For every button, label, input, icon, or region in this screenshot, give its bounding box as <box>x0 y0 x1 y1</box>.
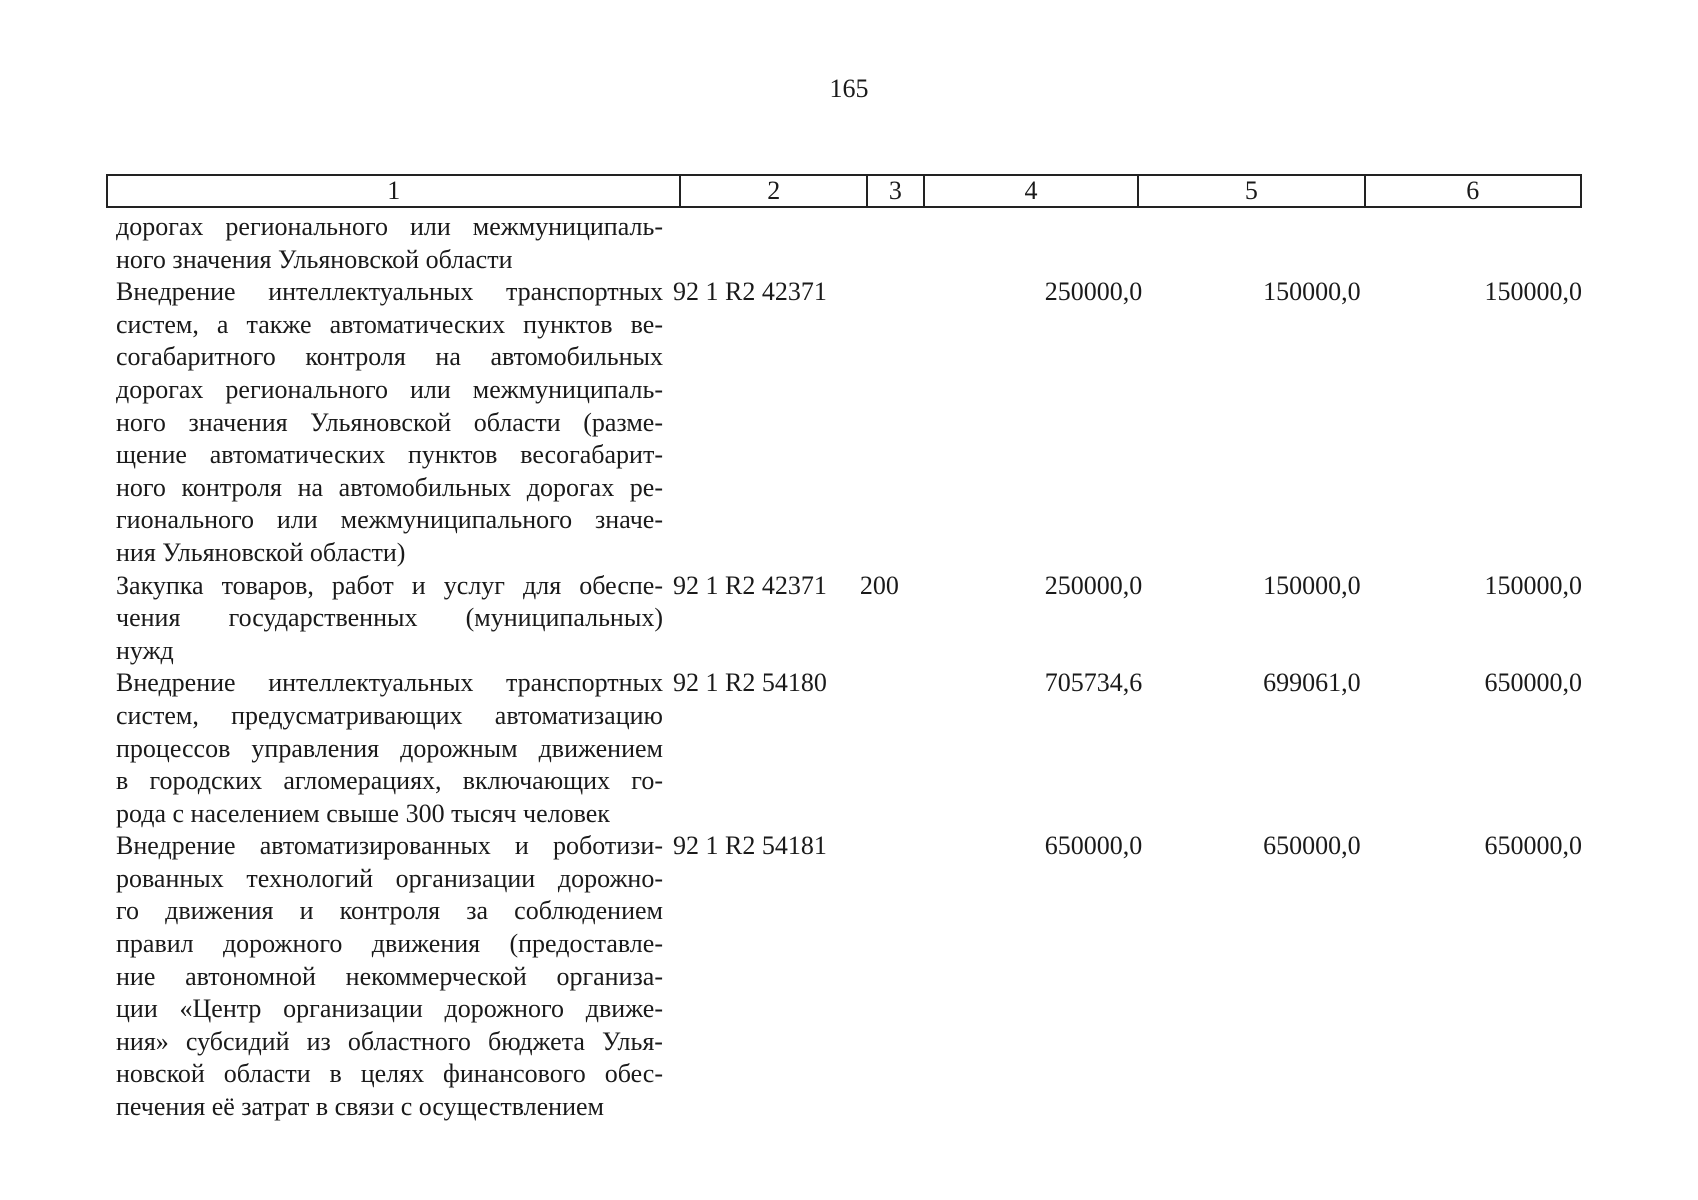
description-line: гионального или межмуниципального значе- <box>116 505 663 535</box>
row-value-col4: 705734,6 <box>1044 668 1143 698</box>
description-line: Внедрение интеллектуальных транспортных <box>116 277 663 307</box>
description-line: го движения и контроля за соблюдением <box>116 896 663 926</box>
description-line: печения её затрат в связи с осуществлением <box>116 1092 604 1122</box>
description-line: систем, а также автоматических пунктов ве- <box>116 309 663 339</box>
page-number: 165 <box>829 74 869 103</box>
description-line: процессов управления дорожным движением <box>116 733 663 763</box>
row-description <box>116 276 663 569</box>
table-row <box>116 211 1582 276</box>
description-line: правил дорожного движения (предоставле- <box>116 929 663 959</box>
table-row <box>116 667 1582 830</box>
description-line: Внедрение интеллектуальных транспортных <box>116 668 663 698</box>
table-row <box>116 276 1582 569</box>
description-line: согабаритного контроля на автомобильных <box>116 342 663 372</box>
description-line: нужд <box>116 635 174 665</box>
row-description <box>116 570 663 668</box>
description-line: Закупка товаров, работ и услуг для обеспе- <box>116 570 663 600</box>
description-line: дорогах регионального или межмуниципаль- <box>116 374 663 404</box>
row-value-col6: 150000,0 <box>1484 277 1582 307</box>
description-line: ния Ульяновской области) <box>116 537 406 567</box>
table-row <box>116 570 1582 668</box>
description-line: ние автономной некоммерческой организа- <box>116 961 663 991</box>
row-description <box>116 667 663 830</box>
description-line: рованных технологий организации дорожно- <box>116 863 663 893</box>
row-value-col4: 650000,0 <box>1044 831 1143 861</box>
description-line: дорогах регионального или межмуниципаль- <box>116 212 663 241</box>
description-line: ного значения Ульяновской области (разме- <box>116 407 663 437</box>
row-value-col5: 150000,0 <box>1263 277 1361 307</box>
row-value-col5: 699061,0 <box>1263 668 1361 698</box>
row-code: 92 1 R2 54181 <box>672 831 827 861</box>
row-value-col6: 650000,0 <box>1484 668 1582 698</box>
row-code: 92 1 R2 42371 <box>672 277 827 307</box>
header-col-6: 6 <box>1466 176 1480 205</box>
header-col-4: 4 <box>925 176 1139 206</box>
row-value-col5: 650000,0 <box>1263 831 1361 861</box>
row-description <box>116 211 663 276</box>
description-line: ния» субсидий из областного бюджета Улья- <box>116 1026 663 1056</box>
header-col-3: 3 <box>868 176 925 206</box>
description-line: Внедрение автоматизированных и роботизи- <box>116 831 663 861</box>
table-header <box>106 174 1582 208</box>
table-row <box>116 830 1582 1123</box>
description-line: ного контроля на автомобильных дорогах ре- <box>116 472 663 502</box>
row-value-col6: 150000,0 <box>1484 570 1582 600</box>
row-value-col4: 250000,0 <box>1044 570 1143 600</box>
description-line: новской области в целях финансового обес- <box>116 1059 663 1089</box>
description-line: ции «Центр организации дорожного движе- <box>116 994 663 1024</box>
description-line: чения государственных (муниципальных) <box>116 603 663 633</box>
header-col-2: 2 <box>681 176 868 206</box>
description-line: щение автоматических пунктов весогабарит- <box>116 440 663 470</box>
description-line: систем, предусматривающих автоматизацию <box>116 700 663 730</box>
row-code: 92 1 R2 42371 <box>672 570 827 600</box>
header-col-1: 1 <box>108 176 681 206</box>
description-line: рода с населением свыше 300 тысяч человек <box>116 798 610 828</box>
table-body <box>116 211 1582 1124</box>
row-code: 92 1 R2 54180 <box>672 668 827 698</box>
row-value-col5: 150000,0 <box>1263 570 1361 600</box>
description-line: ного значения Ульяновской области <box>116 244 513 274</box>
description-line: в городских агломерациях, включающих го- <box>116 766 663 796</box>
row-value-col6: 650000,0 <box>1484 831 1582 861</box>
header-col-5: 5 <box>1139 176 1365 206</box>
row-kind: 200 <box>859 570 899 600</box>
row-value-col4: 250000,0 <box>1044 277 1143 307</box>
row-description <box>116 830 663 1123</box>
